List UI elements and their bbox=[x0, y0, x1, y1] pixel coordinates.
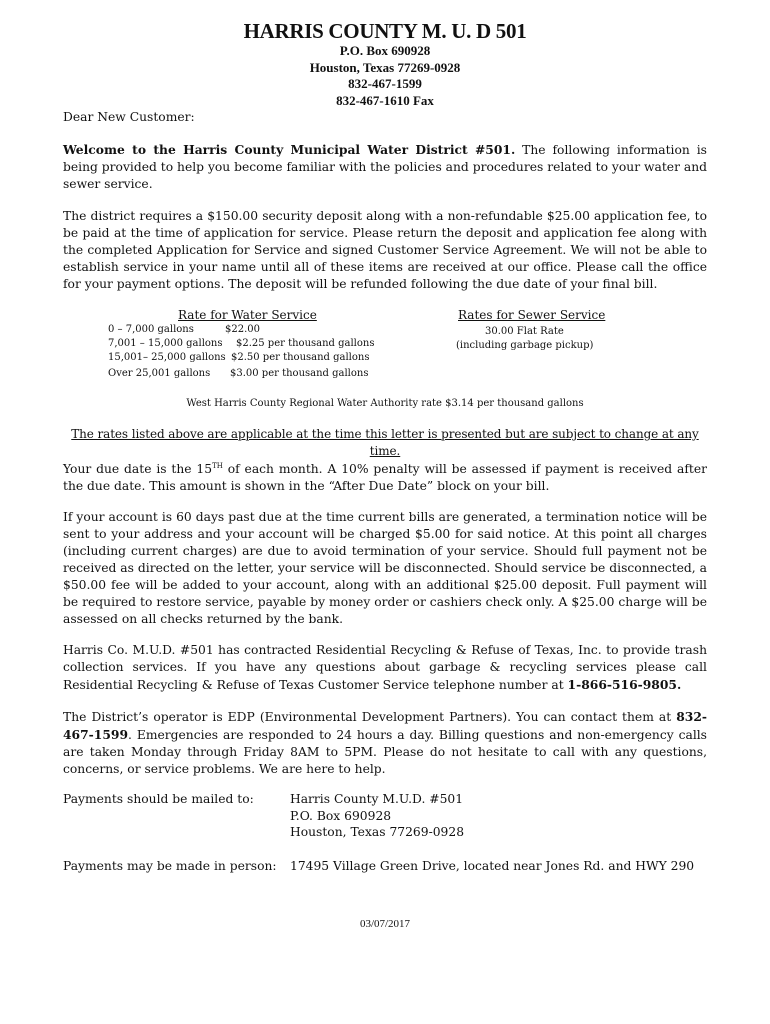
water-rate-range: 15,001– 25,000 gallons bbox=[108, 352, 226, 363]
header-fax: 832-467-1610 Fax bbox=[336, 93, 434, 108]
due-date-sup: TH bbox=[212, 462, 223, 470]
salutation: Dear New Customer: bbox=[63, 110, 195, 124]
operator-text2: . Emergencies are responded to 24 hours a day. Billing questions and non-emergency calls are taken Monday through Friday 8AM to 5PM. Please do not hesitate to call with any questions, concerns, or service problems. We are here to help. bbox=[63, 728, 707, 776]
authority-rate: West Harris County Regional Water Authority rate $3.14 per thousand gallons bbox=[186, 398, 584, 409]
intro-bold: Welcome to the Harris County Municipal Water District #501. bbox=[63, 142, 516, 157]
water-rate-range: Over 25,001 gallons bbox=[108, 368, 211, 379]
recycling-text: Harris Co. M.U.D. #501 has contracted Residential Recycling & Refuse of Texas, Inc. to provide trash collection services. If you have any questions about garbage & recycling services please call Residential Recycling & Refuse of Texas Customer Service telephone number at bbox=[63, 643, 707, 692]
sewer-garbage-note: (including garbage pickup) bbox=[456, 340, 594, 351]
in-person-label: Payments may be made in person: bbox=[63, 859, 277, 873]
header-phone: 832-467-1599 bbox=[348, 76, 422, 91]
operator-phone: 832-467-1599 bbox=[63, 709, 707, 742]
header-city: Houston, Texas 77269-0928 bbox=[309, 60, 461, 75]
footer-date: 03/07/2017 bbox=[359, 918, 411, 930]
mail-address-line: Harris County M.U.D. #501 bbox=[290, 792, 464, 806]
mail-address-line: Houston, Texas 77269-0928 bbox=[290, 825, 465, 839]
recycling-phone: 1-866-516-9805. bbox=[567, 677, 682, 692]
recycling-paragraph bbox=[63, 642, 707, 694]
operator-paragraph bbox=[63, 708, 707, 778]
sewer-flat-rate: 30.00 Flat Rate bbox=[485, 326, 564, 337]
header-po-box: P.O. Box 690928 bbox=[339, 43, 431, 58]
water-rate-value: $2.50 per thousand gallons bbox=[231, 352, 370, 363]
rates-notice: The rates listed above are applicable at the time this letter is presented but are subject to change at any time. bbox=[71, 427, 699, 458]
deposit-paragraph: The district requires a $150.00 security deposit along with a non-refundable $25.00 application fee, to be paid at the time of application for service. Please return the deposit and application fee along with the completed Application for Service and signed Customer Service Agreement. We will not be able to establish service in your name until all of these items are received at our office. Please call the office for your payment options. The deposit will be refunded following the due date of your final bill. bbox=[63, 209, 707, 291]
water-rates-title: Rate for Water Service bbox=[178, 308, 317, 322]
operator-text1: The District’s operator is EDP (Environmental Development Partners). You can contact them at bbox=[63, 710, 677, 724]
water-rate-range: 0 – 7,000 gallons bbox=[108, 324, 194, 335]
sewer-rates-title: Rates for Sewer Service bbox=[458, 308, 606, 322]
due-date-part1: Your due date is the 15 bbox=[63, 462, 213, 477]
intro-paragraph bbox=[63, 141, 707, 193]
water-rate-value: $22.00 bbox=[225, 324, 260, 335]
water-rate-value: $3.00 per thousand gallons bbox=[230, 368, 369, 379]
due-date-paragraph bbox=[63, 458, 707, 495]
in-person-address: 17495 Village Green Drive, located near Jones Rd. and HWY 290 bbox=[290, 859, 695, 873]
water-rate-range: 7,001 – 15,000 gallons bbox=[108, 338, 223, 349]
mail-address-line: P.O. Box 690928 bbox=[290, 809, 392, 823]
termination-paragraph: If your account is 60 days past due at the time current bills are generated, a termination notice will be sent to your address and your account will be charged $5.00 for said notice. At this point all charges (including current charges) are due to avoid termination of your service. Should full payment not be received as directed on the letter, your service will be disconnected. Should service be disconnected, a $50.00 fee will be added to your account, along with an additional $25.00 deposit. Full payment will be required to restore service, payable by money order or cashiers check only. A $25.00 charge will be assessed on all checks returned by the bank. bbox=[63, 510, 707, 626]
intro-rest: The following information is being provided to help you become familiar with the policies and procedures related to your water and sewer service. bbox=[63, 143, 707, 191]
district-title: HARRIS COUNTY M. U. D 501 bbox=[243, 19, 527, 43]
mail-payments-label: Payments should be mailed to: bbox=[63, 792, 254, 806]
water-rate-value: $2.25 per thousand gallons bbox=[236, 338, 375, 349]
due-date-part2: of each month. A 10% penalty will be assessed if payment is received after the due date. This amount is shown in the “After Due Date” block on your bill. bbox=[63, 462, 707, 494]
